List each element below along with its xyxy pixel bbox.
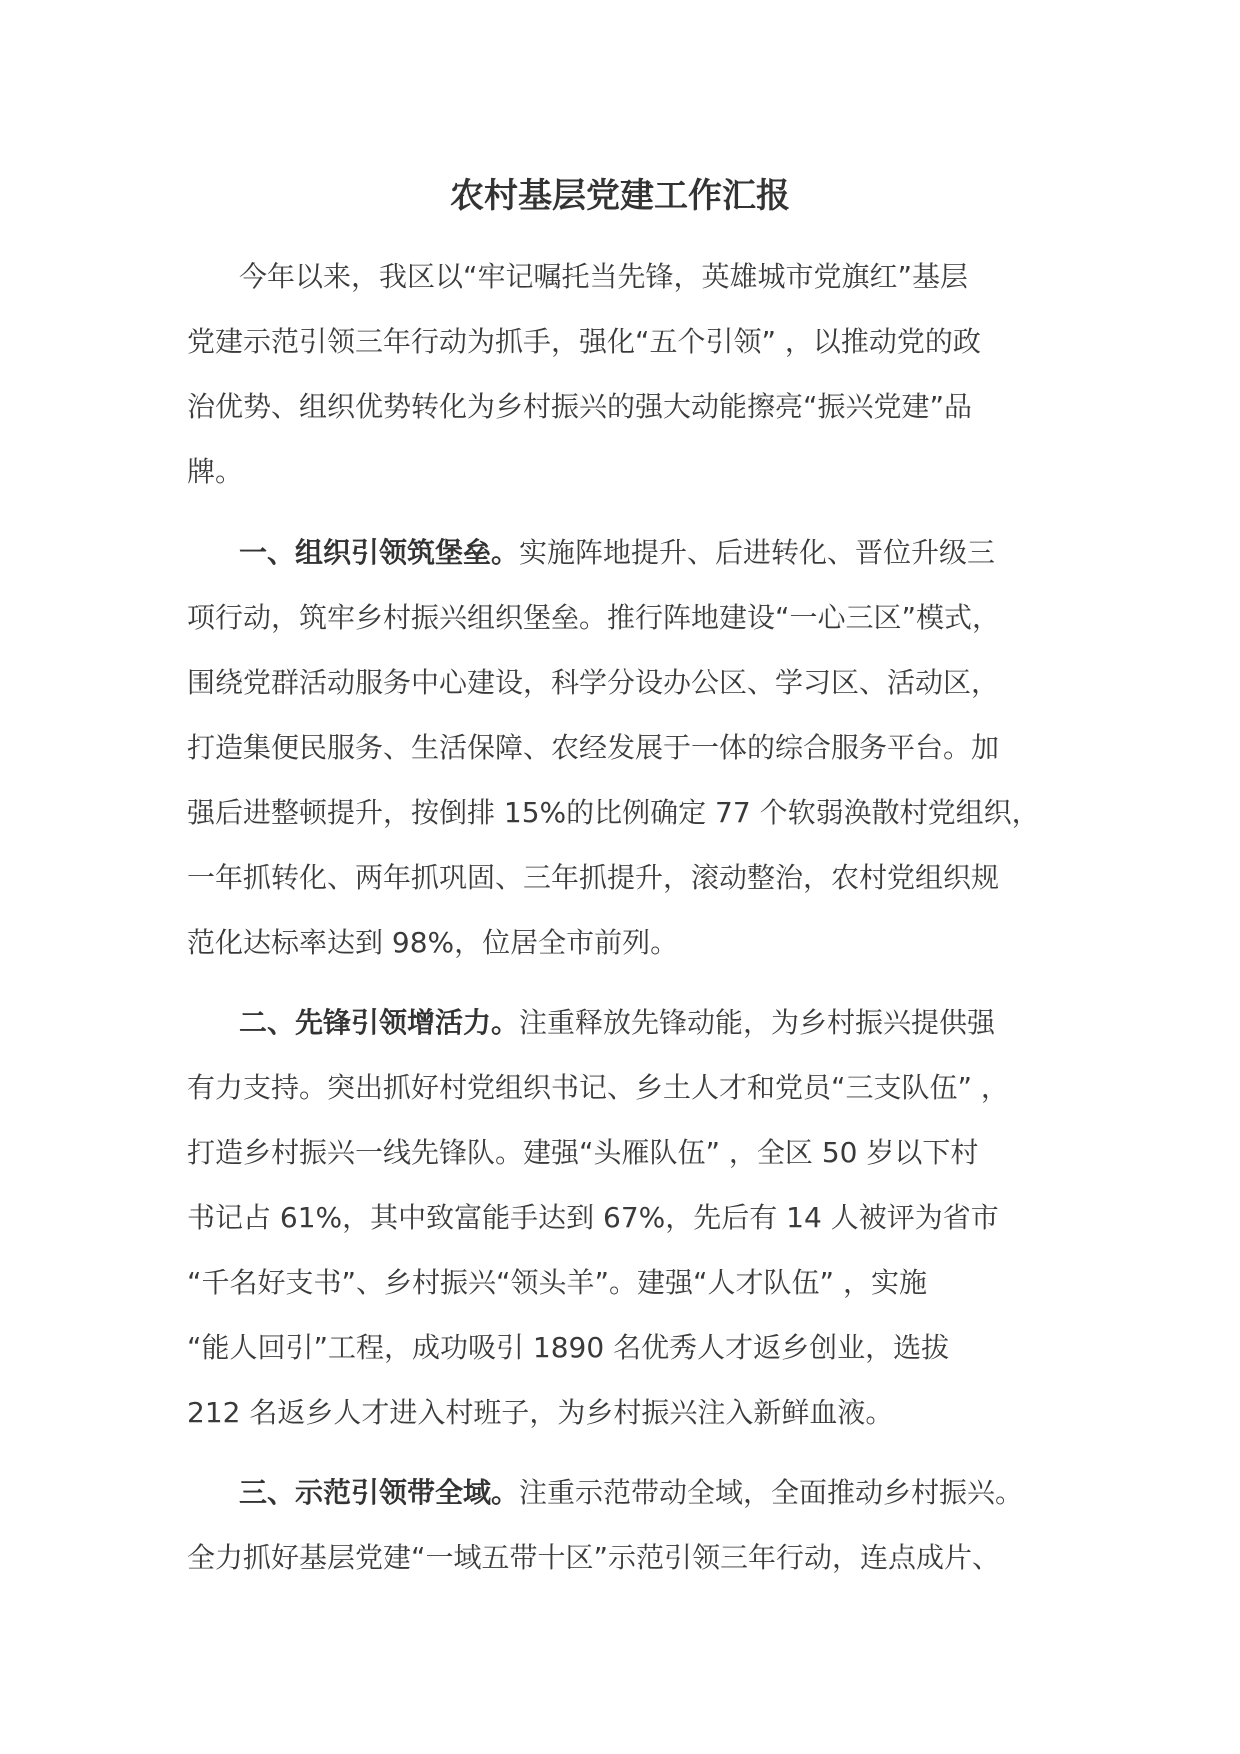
paragraph-line: 强后进整顿提升，按倒排 15%的比例确定 77 个软弱涣散村党组织，: [187, 796, 1040, 829]
paragraph-line: 围绕党群活动服务中心建设，科学分设办公区、学习区、活动区，: [187, 666, 1000, 699]
paragraph-line: 今年以来，我区以“牢记嘱托当先锋，英雄城市党旗红”基层: [239, 260, 969, 293]
paragraph-text: 实施阵地提升、后进转化、晋位升级三: [519, 536, 996, 569]
paragraph-line: 有力支持。突出抓好村党组织书记、乡土人才和党员“三支队伍” ，: [187, 1071, 1009, 1104]
paragraph-line: 打造集便民服务、生活保障、农经发展于一体的综合服务平台。加: [187, 731, 1000, 764]
section-heading: 三、示范引领带全域。: [239, 1476, 520, 1509]
paragraph-line: 范化达标率达到 98%，位居全市前列。: [187, 926, 679, 959]
paragraph-text: 注重示范带动全域，全面推动乡村振兴。: [519, 1476, 1024, 1509]
document-title: 农村基层党建工作汇报: [450, 176, 790, 216]
section-demonstration-paragraph: [187, 1460, 1077, 1590]
paragraph-first-line: [187, 1460, 1077, 1525]
paragraph-line: 治优势、组织优势转化为乡村振兴的强大动能擦亮“振兴党建”品: [187, 390, 973, 423]
paragraph-first-line: [187, 520, 1077, 585]
section-heading: 一、组织引领筑堡垒。: [239, 536, 520, 569]
paragraph-line: 212 名返乡人才进入村班子，为乡村振兴注入新鲜血液。: [187, 1396, 894, 1429]
intro-paragraph: [187, 244, 1077, 504]
paragraph-line: 书记占 61%，其中致富能手达到 67%，先后有 14 人被评为省市: [187, 1201, 999, 1234]
paragraph-line: 党建示范引领三年行动为抓手，强化“五个引领” ，以推动党的政: [187, 325, 981, 358]
paragraph-line: “能人回引”工程，成功吸引 1890 名优秀人才返乡创业，选拔: [187, 1331, 950, 1364]
paragraph-line: “千名好支书”、乡村振兴“领头羊”。建强“人才队伍” ，实施: [187, 1266, 927, 1299]
paragraph-line: 项行动，筑牢乡村振兴组织堡垒。推行阵地建设“一心三区”模式，: [187, 601, 1001, 634]
section-heading: 二、先锋引领增活力。: [239, 1006, 520, 1039]
paragraph-text: 注重释放先锋动能，为乡村振兴提供强: [519, 1006, 996, 1039]
section-pioneer-paragraph: [187, 990, 1077, 1445]
paragraph-line: 一年抓转化、两年抓巩固、三年抓提升，滚动整治，农村党组织规: [187, 861, 1000, 894]
section-organization-paragraph: [187, 520, 1077, 975]
paragraph-line: 打造乡村振兴一线先锋队。建强“头雁队伍” ，全区 50 岁以下村: [187, 1136, 979, 1169]
paragraph-line: 全力抓好基层党建“一域五带十区”示范引领三年行动，连点成片、: [187, 1541, 1001, 1574]
paragraph-line: 牌。: [187, 455, 244, 488]
paragraph-first-line: [187, 990, 1077, 1055]
